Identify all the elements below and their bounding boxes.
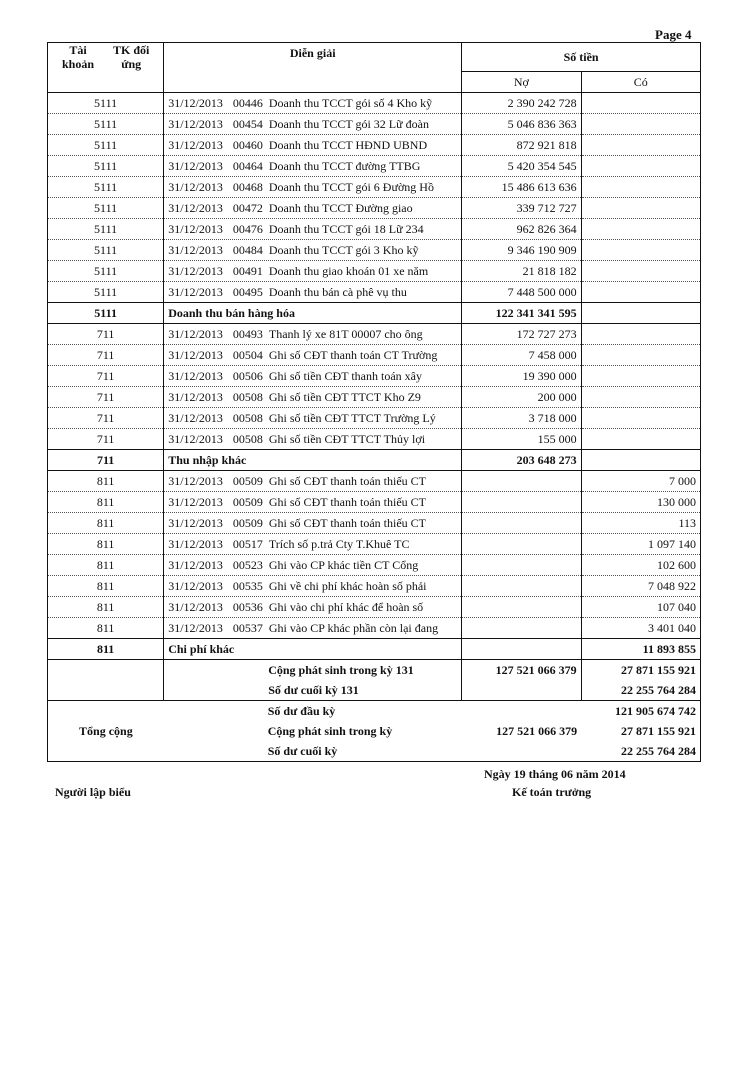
ledger-row — [48, 387, 701, 408]
voucher-number: 00495 — [232, 285, 263, 299]
entry-date: 31/12/2013 — [168, 621, 223, 635]
credit-cell — [581, 387, 700, 408]
credit-cell: 7 000 — [581, 471, 700, 492]
subtotal-label: Chi phí khác — [164, 639, 462, 660]
grand-total-label: Tổng cộng — [48, 701, 164, 762]
entry-date: 31/12/2013 — [168, 285, 223, 299]
debit-cell — [462, 471, 581, 492]
summary-debit — [462, 680, 581, 701]
credit-cell — [581, 198, 700, 219]
subtotal-row — [48, 303, 701, 324]
entry-date: 31/12/2013 — [168, 432, 223, 446]
debit-cell: 19 390 000 — [462, 366, 581, 387]
entry-description: Ghi vào CP khác tiền CT Cổng — [268, 558, 419, 572]
account-cell: 5111 — [48, 93, 164, 114]
account-cell: 5111 — [48, 177, 164, 198]
subtotal-credit — [581, 303, 700, 324]
description-cell — [164, 324, 462, 345]
subtotal-label: Thu nhập khác — [164, 450, 462, 471]
entry-date: 31/12/2013 — [168, 600, 223, 614]
voucher-number: 00460 — [232, 138, 263, 152]
account-cell: 811 — [48, 555, 164, 576]
header-row — [48, 43, 701, 72]
description-cell — [164, 219, 462, 240]
voucher-number: 00476 — [232, 222, 263, 236]
credit-cell — [581, 282, 700, 303]
debit-cell: 3 718 000 — [462, 408, 581, 429]
description-cell — [164, 408, 462, 429]
ledger-row — [48, 282, 701, 303]
debit-cell — [462, 534, 581, 555]
voucher-number: 00464 — [232, 159, 263, 173]
subtotal-credit: 11 893 855 — [581, 639, 700, 660]
account-cell: 5111 — [48, 156, 164, 177]
voucher-number: 00491 — [232, 264, 263, 278]
ledger-row — [48, 513, 701, 534]
entry-description: Doanh thu TCCT gói số 4 Kho kỹ — [268, 96, 433, 110]
description-cell — [164, 282, 462, 303]
summary-credit: 27 871 155 921 — [581, 660, 700, 681]
grand-total-item-label: Số dư cuối kỳ — [164, 741, 462, 762]
summary-blank-cell — [48, 680, 164, 701]
account-cell: 711 — [48, 366, 164, 387]
account-cell: 5111 — [48, 282, 164, 303]
debit-cell — [462, 513, 581, 534]
subtotal-account: 5111 — [48, 303, 164, 324]
subtotal-account: 711 — [48, 450, 164, 471]
ledger-row — [48, 219, 701, 240]
voucher-number: 00535 — [232, 579, 263, 593]
entry-description: Doanh thu bán cà phê vụ thu — [268, 285, 407, 299]
voucher-number: 00454 — [232, 117, 263, 131]
entry-date: 31/12/2013 — [168, 558, 223, 572]
entry-description: Doanh thu TCCT gói 3 Kho kỹ — [268, 243, 419, 257]
credit-cell — [581, 114, 700, 135]
credit-cell — [581, 324, 700, 345]
ledger-row — [48, 534, 701, 555]
credit-cell — [581, 261, 700, 282]
voucher-number: 00508 — [232, 390, 263, 404]
voucher-number: 00509 — [232, 495, 263, 509]
entry-date: 31/12/2013 — [168, 537, 223, 551]
description-cell — [164, 597, 462, 618]
voucher-number: 00506 — [232, 369, 263, 383]
account-cell: 811 — [48, 492, 164, 513]
subtotal-row — [48, 450, 701, 471]
header-dien-giai: Diễn giải — [164, 43, 462, 93]
debit-cell: 7 448 500 000 — [462, 282, 581, 303]
entry-date: 31/12/2013 — [168, 159, 223, 173]
summary-credit: 22 255 764 284 — [581, 680, 700, 701]
entry-date: 31/12/2013 — [168, 96, 223, 110]
ledger-row — [48, 492, 701, 513]
entry-description: Ghi vào CP khác phần còn lại đang — [268, 621, 439, 635]
description-cell — [164, 114, 462, 135]
voucher-number: 00509 — [232, 474, 263, 488]
description-cell — [164, 198, 462, 219]
description-cell — [164, 576, 462, 597]
entry-date: 31/12/2013 — [168, 579, 223, 593]
debit-cell: 5 046 836 363 — [462, 114, 581, 135]
entry-description: Ghi số CĐT thanh toán thiếu CT — [268, 474, 426, 488]
ledger-row — [48, 429, 701, 450]
account-summary-row — [48, 660, 701, 681]
entry-date: 31/12/2013 — [168, 264, 223, 278]
debit-cell: 9 346 190 909 — [462, 240, 581, 261]
account-cell: 811 — [48, 576, 164, 597]
description-cell — [164, 135, 462, 156]
ledger-row — [48, 156, 701, 177]
subtotal-account: 811 — [48, 639, 164, 660]
voucher-number: 00509 — [232, 516, 263, 530]
description-cell — [164, 534, 462, 555]
entry-description: Doanh thu TCCT gói 18 Lữ 234 — [268, 222, 424, 236]
account-cell: 711 — [48, 408, 164, 429]
credit-cell — [581, 93, 700, 114]
debit-cell: 7 458 000 — [462, 345, 581, 366]
entry-date: 31/12/2013 — [168, 180, 223, 194]
summary-blank-cell — [48, 660, 164, 681]
voucher-number: 00446 — [232, 96, 263, 110]
description-cell — [164, 345, 462, 366]
description-cell — [164, 618, 462, 639]
description-cell — [164, 366, 462, 387]
debit-cell — [462, 492, 581, 513]
debit-cell: 2 390 242 728 — [462, 93, 581, 114]
account-cell: 5111 — [48, 114, 164, 135]
voucher-number: 00517 — [232, 537, 263, 551]
entry-description: Ghi số tiền CĐT TTCT Thủy lợi — [268, 432, 426, 446]
voucher-number: 00508 — [232, 411, 263, 425]
account-cell: 711 — [48, 387, 164, 408]
summary-label: Cộng phát sinh trong kỳ 131 — [164, 660, 462, 681]
entry-date: 31/12/2013 — [168, 369, 223, 383]
ledger-row — [48, 576, 701, 597]
entry-description: Ghi về chi phí khác hoàn số phải — [268, 579, 427, 593]
credit-cell: 130 000 — [581, 492, 700, 513]
grand-total-item-label: Số dư đầu kỳ — [164, 701, 462, 722]
header-co: Có — [581, 72, 700, 93]
entry-description: Doanh thu giao khoán 01 xe năm — [268, 264, 429, 278]
ledger-row — [48, 177, 701, 198]
debit-cell: 172 727 273 — [462, 324, 581, 345]
page-number: Page 4 — [655, 27, 692, 42]
entry-description: Ghi vào chi phí khác để hoàn số — [268, 600, 424, 614]
grand-total-row — [48, 701, 701, 722]
voucher-number: 00493 — [232, 327, 263, 341]
grand-total-item-label: Cộng phát sinh trong kỳ — [267, 724, 393, 738]
debit-cell: 15 486 613 636 — [462, 177, 581, 198]
account-cell: 5111 — [48, 198, 164, 219]
entry-description: Doanh thu TCCT HĐND UBND — [268, 138, 428, 152]
ledger-row — [48, 555, 701, 576]
entry-description: Ghi số tiền CĐT TTCT Kho Z9 — [268, 390, 421, 404]
header-no: Nợ — [462, 72, 581, 93]
entry-description: Ghi số tiền CĐT thanh toán xây — [268, 369, 422, 383]
account-cell: 5111 — [48, 261, 164, 282]
entry-date: 31/12/2013 — [168, 327, 223, 341]
description-cell — [164, 387, 462, 408]
grand-total-credit: 27 871 155 921 — [581, 721, 700, 741]
header-tai-khoan: Tài khoản — [61, 43, 95, 71]
ledger-row — [48, 597, 701, 618]
entry-description: Trích số p.trả Cty T.Khuê TC — [268, 537, 410, 551]
ledger-row — [48, 198, 701, 219]
ledger-row — [48, 618, 701, 639]
entry-date: 31/12/2013 — [168, 243, 223, 257]
credit-cell: 1 097 140 — [581, 534, 700, 555]
account-cell: 711 — [48, 429, 164, 450]
grand-total-debit — [462, 741, 581, 762]
entry-date: 31/12/2013 — [168, 117, 223, 131]
entry-description: Ghi số CĐT thanh toán CT Trường — [268, 348, 438, 362]
ledger-row — [48, 324, 701, 345]
entry-date: 31/12/2013 — [168, 411, 223, 425]
account-cell: 5111 — [48, 240, 164, 261]
voucher-number: 00472 — [232, 201, 263, 215]
ledger-table — [47, 42, 701, 762]
subtotal-debit: 203 648 273 — [462, 450, 581, 471]
subtotal-debit — [462, 639, 581, 660]
debit-cell: 339 712 727 — [462, 198, 581, 219]
header-so-tien: Số tiền — [462, 43, 701, 72]
debit-cell: 200 000 — [462, 387, 581, 408]
entry-date: 31/12/2013 — [168, 495, 223, 509]
credit-cell: 7 048 922 — [581, 576, 700, 597]
debit-cell — [462, 597, 581, 618]
credit-cell: 3 401 040 — [581, 618, 700, 639]
entry-date: 31/12/2013 — [168, 201, 223, 215]
entry-description: Doanh thu TCCT gói 32 Lữ đoàn — [268, 117, 429, 131]
voucher-number: 00537 — [232, 621, 263, 635]
account-cell: 811 — [48, 471, 164, 492]
credit-cell — [581, 156, 700, 177]
report-date: Ngày 19 tháng 06 năm 2014 — [484, 767, 626, 781]
summary-label: Số dư cuối kỳ 131 — [164, 680, 462, 701]
ledger-row — [48, 345, 701, 366]
credit-cell — [581, 345, 700, 366]
entry-description: Ghi số CĐT thanh toán thiếu CT — [268, 495, 426, 509]
ledger-row — [48, 471, 701, 492]
account-cell: 811 — [48, 597, 164, 618]
description-cell — [164, 492, 462, 513]
description-cell — [164, 429, 462, 450]
description-cell — [164, 513, 462, 534]
grand-total-debit: 127 521 066 379 — [496, 724, 578, 738]
credit-cell — [581, 177, 700, 198]
account-summary-row — [48, 680, 701, 701]
account-cell: 711 — [48, 324, 164, 345]
subtotal-label: Doanh thu bán hàng hóa — [164, 303, 462, 324]
account-cell: 711 — [48, 345, 164, 366]
credit-cell: 107 040 — [581, 597, 700, 618]
voucher-number: 00508 — [232, 432, 263, 446]
description-cell — [164, 177, 462, 198]
ledger-row — [48, 366, 701, 387]
voucher-number: 00468 — [232, 180, 263, 194]
debit-cell: 5 420 354 545 — [462, 156, 581, 177]
description-cell — [164, 261, 462, 282]
subtotal-credit — [581, 450, 700, 471]
voucher-number: 00523 — [232, 558, 263, 572]
entry-date: 31/12/2013 — [168, 516, 223, 530]
entry-description: Doanh thu TCCT đường TTBG — [268, 159, 421, 173]
voucher-number: 00536 — [232, 600, 263, 614]
entry-date: 31/12/2013 — [168, 348, 223, 362]
account-cell: 811 — [48, 534, 164, 555]
header-accounts-cell — [48, 43, 164, 93]
entry-date: 31/12/2013 — [168, 138, 223, 152]
ledger-row — [48, 114, 701, 135]
description-cell — [164, 93, 462, 114]
account-cell: 5111 — [48, 135, 164, 156]
entry-date: 31/12/2013 — [168, 390, 223, 404]
ledger-row — [48, 93, 701, 114]
entry-description: Doanh thu TCCT Đường giao — [268, 201, 413, 215]
summary-debit: 127 521 066 379 — [462, 660, 581, 681]
debit-cell — [462, 618, 581, 639]
credit-cell — [581, 219, 700, 240]
ledger-row — [48, 240, 701, 261]
entry-description: Ghi số CĐT thanh toán thiếu CT — [268, 516, 426, 530]
debit-cell: 962 826 364 — [462, 219, 581, 240]
credit-cell — [581, 366, 700, 387]
grand-total-credit: 22 255 764 284 — [581, 741, 700, 762]
subtotal-row — [48, 639, 701, 660]
debit-cell — [462, 576, 581, 597]
debit-cell — [462, 555, 581, 576]
grand-total-credit: 121 905 674 742 — [581, 701, 700, 722]
credit-cell — [581, 408, 700, 429]
credit-cell — [581, 240, 700, 261]
credit-cell: 113 — [581, 513, 700, 534]
description-cell — [164, 471, 462, 492]
entry-description: Thanh lý xe 81T 00007 cho ông — [268, 327, 423, 341]
chief-accountant-label: Kế toán trưởng — [512, 785, 592, 799]
entry-date: 31/12/2013 — [168, 474, 223, 488]
ledger-row — [48, 135, 701, 156]
account-cell: 811 — [48, 513, 164, 534]
description-cell — [164, 555, 462, 576]
entry-description: Ghi số tiền CĐT TTCT Trường Lý — [268, 411, 436, 425]
debit-cell: 21 818 182 — [462, 261, 581, 282]
description-cell — [164, 156, 462, 177]
debit-cell: 872 921 818 — [462, 135, 581, 156]
grand-total-debit — [462, 701, 581, 722]
ledger-row — [48, 261, 701, 282]
account-cell: 5111 — [48, 219, 164, 240]
debit-cell: 155 000 — [462, 429, 581, 450]
credit-cell — [581, 135, 700, 156]
ledger-row — [48, 408, 701, 429]
credit-cell: 102 600 — [581, 555, 700, 576]
preparer-label: Người lập biểu — [55, 785, 131, 799]
voucher-number: 00484 — [232, 243, 263, 257]
voucher-number: 00504 — [232, 348, 263, 362]
header-tk-doi-ung: TK đối ứng — [113, 43, 150, 71]
entry-date: 31/12/2013 — [168, 222, 223, 236]
credit-cell — [581, 429, 700, 450]
subtotal-debit: 122 341 341 595 — [462, 303, 581, 324]
description-cell — [164, 240, 462, 261]
entry-description: Doanh thu TCCT gói 6 Đường Hồ — [268, 180, 434, 194]
account-cell: 811 — [48, 618, 164, 639]
